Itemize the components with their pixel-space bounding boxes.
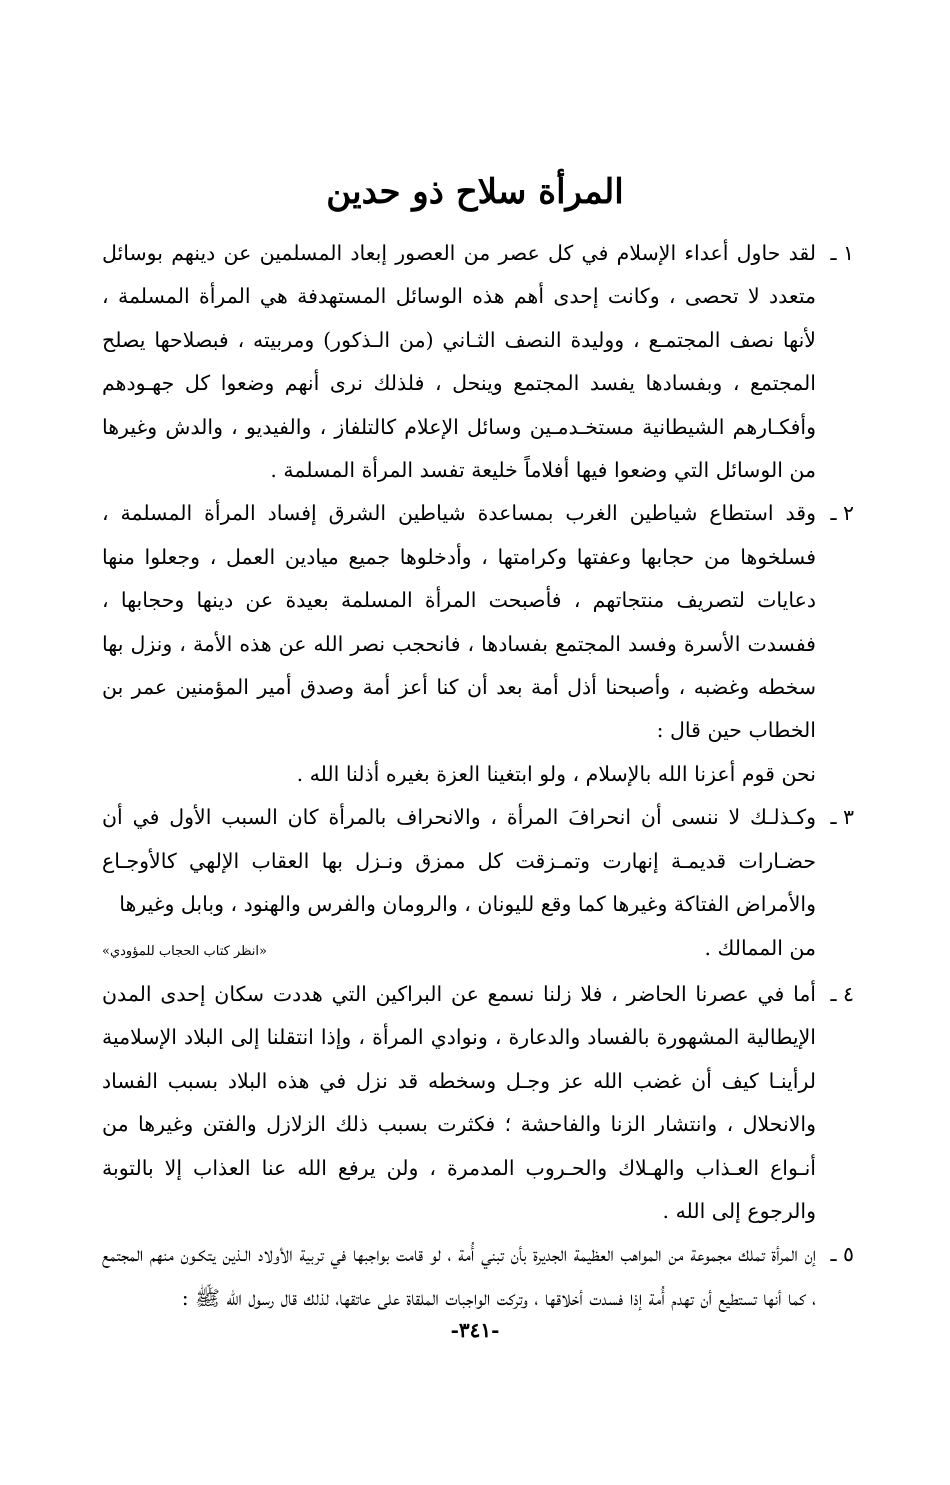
item-text: وكـذلـك لا ننسى أن انحرافَ المرأة ، والانحراف بالمرأة كان السبب الأول في أن حضـارات قديمـة إنهارت وتمـزقت كل ممزق ونـزل بها العقاب الإلهي كالأوجـاع والأمراض الفتاكة وغيرها كما وقع لليونان ، والرومان والفرس والهنود ، وبابل وغيرها (102, 805, 816, 917)
item-last-line-row (102, 927, 816, 973)
item-number: ٢ ـ (830, 501, 854, 526)
list-item (102, 492, 854, 752)
page-title: المرأة سلاح ذو حدين (326, 172, 624, 212)
item-text: إن المرأة تملك مجموعة من المواهب العظيمة الجديرة بأن تبني أُمة ، لو قامت بواجبها في تربية الأولاد الـذين يتكـون منهم المجتمع ، كما أنها تستطيع أن تهدم أُمة إذا فسدت أخلاقها ، وتركت الواجبات الملقاة على عاتقها، لذلك قال رسول الله ﷺ : (102, 1242, 816, 1310)
item-number: ٤ ـ (830, 981, 854, 1006)
body-text (102, 232, 854, 1320)
list-item (102, 796, 854, 973)
quote: نحن قوم أعزنا الله بالإسلام ، ولو ابتغينا العزة بغيره أذلنا الله . (296, 761, 816, 786)
item-number: ١ ـ (830, 241, 854, 265)
item-number: ٥ ـ (830, 1242, 854, 1267)
item-text: وقد استطاع شياطين الغرب بمساعدة شياطين الشرق إفساد المرأة المسلمة ، فسلخوها من حجابها وعفتها وكرامتها ، وأدخلوها جميع ميادين العمل ، وجعلوا منها دعايات لتصريف منتجاتهم ، فأصبحت المرأة المسلمة بعيدة عن دينها وحجابها ، ففسدت الأسرة وفسد المجتمع بفسادها ، فانحجب نصر الله عن هذه الأمة ، ونزل بها سخطه وغضبه ، وأصبحنا أذل أمة بعد أن كنا أعز أمة وصدق أمير المؤمنين عمر بن الخطاب حين قال : (102, 501, 816, 743)
footnote: «انظر كتاب الحجاب للمؤودي» (102, 943, 267, 959)
list-item (102, 1233, 854, 1320)
item-last-line: من الممالك . (704, 935, 816, 960)
list-item (102, 232, 854, 492)
item-number: ٣ ـ (830, 805, 854, 830)
item-text: لقد حاول أعداء الإسلام في كل عصر من العصور إبعاد المسلمين عن دينهم بوسائل متعدد لا تحصى ، وكانت إحدى أهم هذه الوسائل المستهدفة هي المرأة المسلمة ، لأنها نصف المجتمـع ، ووليدة النصف الثـاني (من الـذكور) ومربيته ، فبصلاحها يصلح المجتمع ، وبفسادها يفسد المجتمع وينحل ، فلذلك نرى أنهم وضعوا كل جهـودهم وأفكـارهم الشيطانية مستخـدمـين وسائل الإعلام كالتلفاز ، والفيديو ، والدش وغيرها من الوسائل التي وضعوا فيها أفلاماً خليعة تفسد المرأة المسلمة . (102, 241, 816, 483)
item-text: أما في عصرنا الحاضر ، فلا زلنا نسمع عن البراكين التي هددت سكان إحدى المدن الإيطالية المشهورة بالفساد والدعارة ، ونوادي المرأة ، وإذا انتقلنا إلى البلاد الإسلامية لرأينـا كيف أن غضب الله عز وجـل وسخطه قد نزل في هذه البلاد بسبب الفساد والانحلال ، وانتشار الزنا والفاحشة ؛ فكثرت بسبب ذلك الزلازل والفتن وغيرها من أنـواع العـذاب والهـلاك والحـروب المدمرة ، ولن يرفع الله عنا العذاب إلا بالتوبة والرجوع إلى الله . (102, 981, 816, 1223)
list-item (102, 973, 854, 1233)
page-number: -٣٤١- (450, 1318, 500, 1342)
